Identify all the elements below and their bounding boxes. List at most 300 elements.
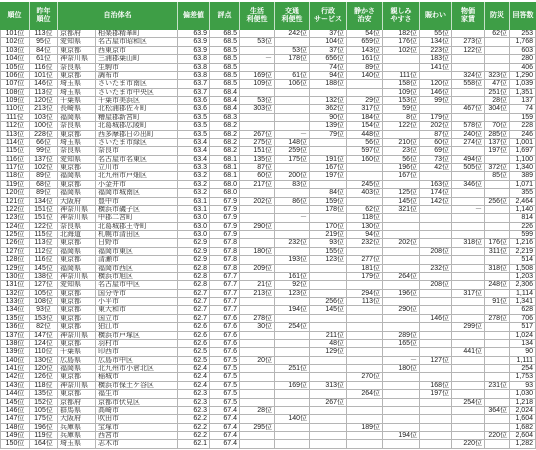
disaster-prevention-cell: 323位 xyxy=(485,72,510,80)
living-convenience-cell xyxy=(240,440,275,448)
prev-rank-cell: 151位 xyxy=(30,214,58,222)
admin-services-cell: 256位 xyxy=(310,298,347,306)
score-cell: 67.6 xyxy=(210,340,240,348)
living-convenience-cell xyxy=(240,189,275,197)
living-convenience-cell: 135位 xyxy=(240,156,275,164)
responses-cell: 1,768 xyxy=(510,38,536,46)
municipality-cell: 国立市 xyxy=(96,315,178,323)
prefecture-cell: 兵庫県 xyxy=(58,432,96,440)
deviation-cell: 63.1 xyxy=(178,206,210,214)
transport-convenience-cell xyxy=(275,164,310,172)
quiet-safety-cell: 113位 xyxy=(347,298,383,306)
responses-cell: 355 xyxy=(510,189,536,197)
disaster-prevention-cell xyxy=(485,64,510,72)
liveliness-cell xyxy=(420,407,452,415)
living-convenience-cell xyxy=(240,399,275,407)
rank-cell: 120位 xyxy=(0,189,30,197)
deviation-cell: 63.0 xyxy=(178,214,210,222)
municipality-cell: 志木市 xyxy=(96,440,178,448)
municipality-cell: 西多摩郡日の出町 xyxy=(96,131,178,139)
transport-convenience-cell xyxy=(275,114,310,122)
responses-cell: 517 xyxy=(510,323,536,331)
living-convenience-cell xyxy=(240,114,275,122)
admin-services-cell: 139位 xyxy=(310,122,347,130)
score-cell: 67.9 xyxy=(210,214,240,222)
prices-rent-cell: 299位 xyxy=(452,323,485,331)
prefecture-cell: 愛知県 xyxy=(58,281,96,289)
liveliness-cell: 202位 xyxy=(420,122,452,130)
rank-cell: 134位 xyxy=(0,306,30,314)
transport-convenience-cell xyxy=(275,432,310,440)
municipality-cell: 立川市 xyxy=(96,164,178,172)
header-admin-services: 行政 サービス xyxy=(310,2,347,30)
quiet-safety-cell xyxy=(347,415,383,423)
prefecture-cell: 福岡県 xyxy=(58,114,96,122)
quiet-safety-cell xyxy=(347,248,383,256)
municipality-cell: さいたま市緑区 xyxy=(96,139,178,147)
quiet-safety-cell xyxy=(347,332,383,340)
prefecture-cell: 東京都 xyxy=(58,131,96,139)
table-row xyxy=(0,47,536,55)
prefecture-cell: 大阪府 xyxy=(58,198,96,206)
prev-rank-cell: 137位 xyxy=(30,156,58,164)
score-cell: 67.4 xyxy=(210,432,240,440)
living-convenience-cell xyxy=(240,340,275,348)
quiet-safety-cell: 659位 xyxy=(347,38,383,46)
liveliness-cell xyxy=(420,323,452,331)
liveliness-cell xyxy=(420,223,452,231)
admin-services-cell: 197位 xyxy=(310,172,347,180)
friendliness-cell xyxy=(383,348,420,356)
rank-cell: 143位 xyxy=(0,382,30,390)
prev-rank-cell: 110位 xyxy=(30,348,58,356)
table-row xyxy=(0,332,536,340)
score-cell: 68.0 xyxy=(210,189,240,197)
transport-convenience-cell xyxy=(275,265,310,273)
transport-convenience-cell xyxy=(275,407,310,415)
prices-rent-cell xyxy=(452,64,485,72)
deviation-cell: 63.9 xyxy=(178,30,210,38)
municipality-cell: 調布市 xyxy=(96,72,178,80)
responses-cell: 1,111 xyxy=(510,357,536,365)
prev-rank-cell: 130位 xyxy=(30,357,58,365)
score-cell: 67.8 xyxy=(210,265,240,273)
friendliness-cell xyxy=(383,407,420,415)
prefecture-cell: 京都府 xyxy=(58,399,96,407)
municipality-cell: 三浦郡葉山町 xyxy=(96,55,178,63)
prices-rent-cell xyxy=(452,223,485,231)
table-row xyxy=(0,223,536,231)
living-convenience-cell xyxy=(240,273,275,281)
disaster-prevention-cell: 137位 xyxy=(485,139,510,147)
living-convenience-cell: 151位 xyxy=(240,147,275,155)
prev-rank-cell: 105位 xyxy=(30,290,58,298)
header-living-convenience: 生活 利便性 xyxy=(240,2,275,30)
header-prices-rent: 物価 家賃 xyxy=(452,2,485,30)
transport-convenience-cell xyxy=(275,223,310,231)
table-row xyxy=(0,131,536,139)
responses-cell: 74 xyxy=(510,105,536,113)
transport-convenience-cell: － xyxy=(275,214,310,222)
quiet-safety-cell xyxy=(347,407,383,415)
ranking-table xyxy=(0,2,536,449)
responses-cell: 603 xyxy=(510,47,536,55)
score-cell: 68.4 xyxy=(210,89,240,97)
responses-cell: 1,218 xyxy=(510,399,536,407)
responses-cell: 1,604 xyxy=(510,415,536,423)
prices-rent-cell xyxy=(452,306,485,314)
prices-rent-cell: 220位 xyxy=(452,440,485,448)
deviation-cell: 62.2 xyxy=(178,424,210,432)
transport-convenience-cell: 53位 xyxy=(275,47,310,55)
prices-rent-cell xyxy=(452,89,485,97)
score-cell: 67.6 xyxy=(210,323,240,331)
disaster-prevention-cell: 256位 xyxy=(485,198,510,206)
prices-rent-cell xyxy=(452,407,485,415)
friendliness-cell: 202位 xyxy=(383,239,420,247)
deviation-cell: 62.1 xyxy=(178,440,210,448)
deviation-cell: 62.6 xyxy=(178,323,210,331)
table-row xyxy=(0,399,536,407)
disaster-prevention-cell xyxy=(485,290,510,298)
prices-rent-cell: － xyxy=(452,206,485,214)
admin-services-cell xyxy=(310,424,347,432)
table-row xyxy=(0,290,536,298)
rank-cell: 111位 xyxy=(0,114,30,122)
score-cell: 67.4 xyxy=(210,424,240,432)
rank-cell: 107位 xyxy=(0,80,30,88)
friendliness-cell xyxy=(383,323,420,331)
quiet-safety-cell xyxy=(347,80,383,88)
municipality-cell: 北松浦郡佐々町 xyxy=(96,105,178,113)
score-cell: 68.1 xyxy=(210,156,240,164)
admin-services-cell xyxy=(310,440,347,448)
rank-cell: 150位 xyxy=(0,440,30,448)
score-cell: 67.7 xyxy=(210,281,240,289)
score-cell: 67.7 xyxy=(210,298,240,306)
header-rank: 順位 xyxy=(0,2,30,30)
quiet-safety-cell xyxy=(347,172,383,180)
responses-cell: 706 xyxy=(510,315,536,323)
rank-cell: 135位 xyxy=(0,315,30,323)
municipality-cell: 北葛城郡王寺町 xyxy=(96,223,178,231)
prefecture-cell: 東京都 xyxy=(58,47,96,55)
admin-services-cell xyxy=(310,89,347,97)
admin-services-cell xyxy=(310,390,347,398)
table-row xyxy=(0,357,536,365)
living-convenience-cell: 53位 xyxy=(240,38,275,46)
table-row xyxy=(0,64,536,72)
transport-convenience-cell xyxy=(275,231,310,239)
table-row xyxy=(0,214,536,222)
transport-convenience-cell: 200位 xyxy=(275,172,310,180)
score-cell: 67.8 xyxy=(210,256,240,264)
responses-cell: 1,039 xyxy=(510,80,536,88)
disaster-prevention-cell: 304位 xyxy=(485,105,510,113)
prefecture-cell: 埼玉県 xyxy=(58,89,96,97)
responses-cell: 1,203 xyxy=(510,273,536,281)
prev-rank-cell: 164位 xyxy=(30,440,58,448)
responses-cell: 2,464 xyxy=(510,198,536,206)
friendliness-cell: 158位 xyxy=(383,80,420,88)
liveliness-cell xyxy=(420,105,452,113)
disaster-prevention-cell: 85位 xyxy=(485,172,510,180)
prices-rent-cell xyxy=(452,231,485,239)
rank-cell: 122位 xyxy=(0,206,30,214)
deviation-cell: 63.4 xyxy=(178,147,210,155)
prices-rent-cell: 240位 xyxy=(452,131,485,139)
liveliness-cell xyxy=(420,206,452,214)
municipality-cell: 横浜市旭区 xyxy=(96,273,178,281)
prev-rank-cell: 66位 xyxy=(30,139,58,147)
transport-convenience-cell xyxy=(275,332,310,340)
deviation-cell: 62.6 xyxy=(178,332,210,340)
transport-convenience-cell: 106位 xyxy=(275,80,310,88)
transport-convenience-cell: 83位 xyxy=(275,181,310,189)
prev-rank-cell: 116位 xyxy=(30,64,58,72)
quiet-safety-cell: 448位 xyxy=(347,131,383,139)
friendliness-cell xyxy=(383,256,420,264)
prices-rent-cell xyxy=(452,298,485,306)
transport-convenience-cell xyxy=(275,424,310,432)
table-row xyxy=(0,248,536,256)
prev-rank-cell: 103位 xyxy=(30,114,58,122)
table-row xyxy=(0,72,536,80)
header-score: 評点 xyxy=(210,2,240,30)
prefecture-cell: 奈良県 xyxy=(58,223,96,231)
disaster-prevention-cell xyxy=(485,47,510,55)
prices-rent-cell: 317位 xyxy=(452,290,485,298)
transport-convenience-cell xyxy=(275,440,310,448)
friendliness-cell xyxy=(383,373,420,381)
disaster-prevention-cell xyxy=(485,214,510,222)
admin-services-cell: 129位 xyxy=(310,348,347,356)
liveliness-cell xyxy=(420,172,452,180)
living-convenience-cell xyxy=(240,348,275,356)
quiet-safety-cell xyxy=(347,281,383,289)
table-row xyxy=(0,440,536,448)
municipality-cell: 宝塚市 xyxy=(96,424,178,432)
responses-cell: 599 xyxy=(510,231,536,239)
friendliness-cell xyxy=(383,399,420,407)
living-convenience-cell: 202位 xyxy=(240,198,275,206)
disaster-prevention-cell: 248位 xyxy=(485,281,510,289)
disaster-prevention-cell xyxy=(485,415,510,423)
friendliness-cell: － xyxy=(383,357,420,365)
living-convenience-cell: 180位 xyxy=(240,248,275,256)
deviation-cell: 63.1 xyxy=(178,198,210,206)
disaster-prevention-cell xyxy=(485,256,510,264)
municipality-cell: 福岡市西区 xyxy=(96,265,178,273)
quiet-safety-cell xyxy=(347,89,383,97)
liveliness-cell xyxy=(420,424,452,432)
deviation-cell: 63.4 xyxy=(178,156,210,164)
table-row xyxy=(0,114,536,122)
liveliness-cell: 69位 xyxy=(420,147,452,155)
municipality-cell: さいたま市中央区 xyxy=(96,89,178,97)
score-cell: 67.7 xyxy=(210,290,240,298)
living-convenience-cell xyxy=(240,214,275,222)
prefecture-cell: 広島県 xyxy=(58,357,96,365)
prev-rank-cell: 175位 xyxy=(30,415,58,423)
municipality-cell: 西宮市 xyxy=(96,432,178,440)
living-convenience-cell: 275位 xyxy=(240,139,275,147)
transport-convenience-cell: 140位 xyxy=(275,415,310,423)
living-convenience-cell xyxy=(240,382,275,390)
admin-services-cell: 211位 xyxy=(310,332,347,340)
liveliness-cell xyxy=(420,306,452,314)
deviation-cell: 62.7 xyxy=(178,290,210,298)
prefecture-cell: 奈良県 xyxy=(58,64,96,72)
prev-rank-cell: 147位 xyxy=(30,332,58,340)
prev-rank-cell: 118位 xyxy=(30,382,58,390)
rank-cell: 149位 xyxy=(0,432,30,440)
municipality-cell: 北九州市小倉北区 xyxy=(96,365,178,373)
deviation-cell: 63.8 xyxy=(178,64,210,72)
score-cell: 68.5 xyxy=(210,30,240,38)
prices-rent-cell: 324位 xyxy=(452,72,485,80)
admin-services-cell: 167位 xyxy=(310,164,347,172)
transport-convenience-cell: 86位 xyxy=(275,198,310,206)
rank-cell: 147位 xyxy=(0,415,30,423)
prices-rent-cell xyxy=(452,248,485,256)
table-row xyxy=(0,139,536,147)
prev-rank-cell: 89位 xyxy=(30,172,58,180)
prefecture-cell: 東京都 xyxy=(58,290,96,298)
prices-rent-cell: 254位 xyxy=(452,399,485,407)
living-convenience-cell: 217位 xyxy=(240,181,275,189)
prefecture-cell: 長崎県 xyxy=(58,105,96,113)
rank-cell: 136位 xyxy=(0,323,30,331)
disaster-prevention-cell: 372位 xyxy=(485,164,510,172)
friendliness-cell: 153位 xyxy=(383,97,420,105)
prices-rent-cell xyxy=(452,265,485,273)
municipality-cell: 福岡市城南区 xyxy=(96,189,178,197)
score-cell: 67.8 xyxy=(210,239,240,247)
table-row xyxy=(0,265,536,273)
score-cell: 68.2 xyxy=(210,139,240,147)
admin-services-cell: 145位 xyxy=(310,306,347,314)
admin-services-cell xyxy=(310,357,347,365)
disaster-prevention-cell: 231位 xyxy=(485,382,510,390)
prev-rank-cell: 153位 xyxy=(30,315,58,323)
quiet-safety-cell: 184位 xyxy=(347,114,383,122)
quiet-safety-cell xyxy=(347,198,383,206)
score-cell: 68.5 xyxy=(210,38,240,46)
municipality-cell: 生駒市 xyxy=(96,64,178,72)
responses-cell: 226 xyxy=(510,223,536,231)
prices-rent-cell xyxy=(452,357,485,365)
prev-rank-cell: 113位 xyxy=(30,89,58,97)
living-convenience-cell: 109位 xyxy=(240,80,275,88)
responses-cell: 280 xyxy=(510,55,536,63)
municipality-cell: 横浜市戸塚区 xyxy=(96,332,178,340)
responses-cell: 2,219 xyxy=(510,248,536,256)
disaster-prevention-cell xyxy=(485,273,510,281)
living-convenience-cell xyxy=(240,306,275,314)
municipality-cell: 日野市 xyxy=(96,239,178,247)
friendliness-cell: 122位 xyxy=(383,122,420,130)
prices-rent-cell xyxy=(452,340,485,348)
responses-cell: 1,753 xyxy=(510,373,536,381)
admin-services-cell xyxy=(310,214,347,222)
prices-rent-cell xyxy=(452,365,485,373)
transport-convenience-cell xyxy=(275,315,310,323)
table-row xyxy=(0,239,536,247)
score-cell: 67.5 xyxy=(210,373,240,381)
quiet-safety-cell: 130位 xyxy=(347,223,383,231)
deviation-cell: 62.4 xyxy=(178,365,210,373)
liveliness-cell xyxy=(420,273,452,281)
deviation-cell: 63.3 xyxy=(178,164,210,172)
quiet-safety-cell: 161位 xyxy=(347,55,383,63)
liveliness-cell xyxy=(420,432,452,440)
table-row xyxy=(0,382,536,390)
living-convenience-cell: 53位 xyxy=(240,97,275,105)
header-prev-rank: 昨年 順位 xyxy=(30,2,58,30)
disaster-prevention-cell xyxy=(485,390,510,398)
liveliness-cell: 179位 xyxy=(420,114,452,122)
friendliness-cell xyxy=(383,382,420,390)
friendliness-cell: 145位 xyxy=(383,198,420,206)
admin-services-cell: 104位 xyxy=(310,38,347,46)
disaster-prevention-cell: 91位 xyxy=(485,298,510,306)
living-convenience-cell xyxy=(240,432,275,440)
header-transport-convenience: 交通 利便性 xyxy=(275,2,310,30)
responses-cell: 90 xyxy=(510,348,536,356)
transport-convenience-cell xyxy=(275,348,310,356)
deviation-cell: 63.4 xyxy=(178,139,210,147)
rank-cell: 131位 xyxy=(0,281,30,289)
living-convenience-cell xyxy=(240,239,275,247)
disaster-prevention-cell xyxy=(485,399,510,407)
living-convenience-cell: 87位 xyxy=(240,164,275,172)
liveliness-cell: 141位 xyxy=(420,64,452,72)
municipality-cell: 千葉市美浜区 xyxy=(96,97,178,105)
score-cell: 68.4 xyxy=(210,97,240,105)
responses-cell: 1,697 xyxy=(510,147,536,155)
prices-rent-cell xyxy=(452,415,485,423)
table-row xyxy=(0,315,536,323)
transport-convenience-cell: 251位 xyxy=(275,365,310,373)
prices-rent-cell: 467位 xyxy=(452,105,485,113)
table-row xyxy=(0,164,536,172)
liveliness-cell: 174位 xyxy=(420,189,452,197)
liveliness-cell: 120位 xyxy=(420,80,452,88)
table-row xyxy=(0,407,536,415)
disaster-prevention-cell: 62位 xyxy=(485,30,510,38)
rank-cell: 115位 xyxy=(0,147,30,155)
prefecture-cell: 東京都 xyxy=(58,340,96,348)
quiet-safety-cell: 154位 xyxy=(347,122,383,130)
admin-services-cell: 79位 xyxy=(310,131,347,139)
rank-cell: 138位 xyxy=(0,340,30,348)
friendliness-cell xyxy=(383,415,420,423)
responses-cell: 1,341 xyxy=(510,298,536,306)
transport-convenience-cell xyxy=(275,97,310,105)
municipality-cell: 羽村市 xyxy=(96,340,178,348)
admin-services-cell: 94位 xyxy=(310,72,347,80)
friendliness-cell xyxy=(383,281,420,289)
prefecture-cell: 東京都 xyxy=(58,306,96,314)
quiet-safety-cell: 317位 xyxy=(347,105,383,113)
disaster-prevention-cell xyxy=(485,38,510,46)
rank-cell: 140位 xyxy=(0,357,30,365)
prev-rank-cell: 84位 xyxy=(30,47,58,55)
responses-cell: 389 xyxy=(510,172,536,180)
transport-convenience-cell: 169位 xyxy=(275,382,310,390)
admin-services-cell: 313位 xyxy=(310,382,347,390)
